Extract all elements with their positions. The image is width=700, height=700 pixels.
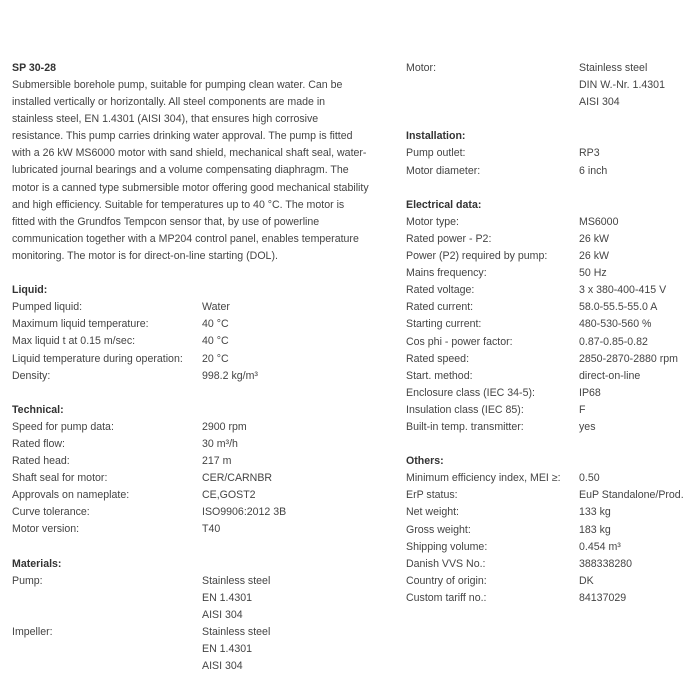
description-line: communication together with a MP204 control panel, enables temperature	[12, 232, 359, 245]
spec-row	[406, 590, 696, 607]
spec-row	[12, 368, 392, 385]
spec-row	[406, 214, 696, 231]
section-heading: Materials:	[12, 557, 62, 570]
description-line: and high efficiency. Suitable for temperatures up to 40 °C. The motor is	[12, 198, 345, 211]
spec-value: RP3	[579, 147, 600, 160]
spec-value: ISO9906:2012 3B	[202, 506, 287, 519]
description-line: lubricated journal bearings and a volume compensating diaphragm. The	[12, 164, 349, 177]
liquid-section	[12, 282, 392, 385]
spec-value: Water	[202, 301, 230, 314]
spec-value: 0.87-0.85-0.82	[579, 335, 648, 348]
spec-value: 2900 rpm	[202, 420, 247, 433]
spec-value: AISI 304	[202, 608, 243, 621]
spec-row	[406, 573, 696, 590]
spec-value: CE,GOST2	[202, 489, 256, 502]
spec-value: 58.0-55.5-55.0 A	[579, 301, 658, 314]
description-line: installed vertically or horizontally. All steel components are made in	[12, 96, 326, 109]
spec-row	[12, 521, 392, 538]
right-column	[406, 60, 696, 607]
electrical-section	[406, 197, 696, 436]
section-heading: Installation:	[406, 130, 466, 143]
spec-label: Rated speed:	[406, 352, 470, 365]
spec-label: Built-in temp. transmitter:	[406, 420, 524, 433]
spec-value: MS6000	[579, 215, 619, 228]
spec-value: EN 1.4301	[202, 591, 253, 604]
spec-label: Gross weight:	[406, 523, 471, 536]
spec-value: 998.2 kg/m³	[202, 369, 258, 382]
spec-label: Rated flow:	[12, 437, 65, 450]
description-line: motor is a canned type submersible motor offering good mechanical stability	[12, 181, 369, 194]
spec-row	[12, 624, 392, 675]
spec-value: 133 kg	[579, 506, 611, 519]
spec-value: 183 kg	[579, 523, 611, 536]
spec-label: Start. method:	[406, 369, 473, 382]
spec-value: 0.454 m³	[579, 540, 621, 553]
spec-row	[406, 248, 696, 265]
spec-value: CER/CARNBR	[202, 472, 273, 485]
spec-row	[406, 419, 696, 436]
spec-row	[406, 522, 696, 539]
spec-value: 50 Hz	[579, 267, 607, 280]
section-heading: Electrical data:	[406, 198, 482, 211]
spec-value: AISI 304	[202, 660, 243, 673]
section-heading: Others:	[406, 455, 444, 468]
description-line: monitoring. The motor is for direct-on-line starting (DOL).	[12, 249, 278, 262]
spec-label: Cos phi - power factor:	[406, 335, 513, 348]
spec-value: Stainless steel	[579, 62, 648, 74]
spec-value: 40 °C	[202, 318, 229, 331]
spec-row	[12, 470, 392, 487]
spec-row	[12, 419, 392, 436]
spec-label: Motor diameter:	[406, 164, 481, 177]
spec-row	[406, 351, 696, 368]
spec-row	[406, 487, 696, 504]
spec-label: Maximum liquid temperature:	[12, 318, 149, 331]
installation-section	[406, 128, 696, 179]
spec-row	[406, 60, 696, 111]
spec-row	[406, 334, 696, 351]
spec-value: 3 x 380-400-415 V	[579, 284, 667, 297]
spec-label: Rated voltage:	[406, 284, 475, 297]
spec-label: Custom tariff no.:	[406, 591, 487, 604]
spec-row	[406, 385, 696, 402]
spec-value: EN 1.4301	[202, 643, 253, 656]
spec-row	[12, 573, 392, 624]
description-line: with a 26 kW MS6000 motor with sand shield, mechanical shaft seal, water-	[12, 147, 367, 160]
spec-row	[406, 282, 696, 299]
spec-label: Curve tolerance:	[12, 506, 90, 519]
spec-label: ErP status:	[406, 489, 458, 502]
spec-value: EuP Standalone/Prod.	[579, 489, 684, 502]
spec-row	[12, 316, 392, 333]
spec-label: Impeller:	[12, 626, 53, 639]
spec-value: 388338280	[579, 557, 633, 570]
spec-label: Danish VVS No.:	[406, 557, 486, 570]
materials-section	[12, 556, 392, 676]
spec-label: Enclosure class (IEC 34-5):	[406, 386, 535, 399]
technical-section	[12, 402, 392, 539]
spec-value: 30 m³/h	[202, 437, 238, 450]
spec-label: Pump outlet:	[406, 147, 466, 160]
description-line: resistance. This pump carries drinking water approval. The pump is fitted	[12, 130, 353, 143]
spec-label: Starting current:	[406, 318, 482, 331]
spec-value: 20 °C	[202, 352, 229, 365]
spec-label: Pumped liquid:	[12, 301, 83, 314]
spec-value: IP68	[579, 386, 601, 399]
spec-value: Stainless steel	[202, 626, 271, 639]
spec-label: Max liquid t at 0.15 m/sec:	[12, 335, 136, 348]
spec-row	[12, 453, 392, 470]
spec-label: Rated power - P2:	[406, 232, 492, 245]
product-title: SP 30-28	[12, 62, 56, 74]
spec-value: F	[579, 403, 586, 416]
spec-row	[12, 436, 392, 453]
spec-value: 480-530-560 %	[579, 318, 652, 331]
spec-label: Speed for pump data:	[12, 420, 114, 433]
others-section	[406, 453, 696, 607]
spec-value: 40 °C	[202, 335, 229, 348]
spec-value: 217 m	[202, 455, 232, 468]
spec-label: Motor type:	[406, 215, 459, 228]
spec-value: 84137029	[579, 591, 627, 604]
spec-row	[406, 163, 696, 180]
spec-row	[406, 299, 696, 316]
product-description	[12, 77, 392, 265]
spec-row	[406, 470, 696, 487]
spec-row	[406, 145, 696, 162]
spec-label: Motor:	[406, 62, 437, 74]
spec-value: AISI 304	[579, 96, 620, 109]
left-column	[12, 60, 392, 675]
spec-value: 2850-2870-2880 rpm	[579, 352, 678, 365]
spec-value: 26 kW	[579, 250, 610, 263]
spec-row	[12, 299, 392, 316]
spec-label: Mains frequency:	[406, 267, 487, 280]
spec-row	[406, 556, 696, 573]
spec-value: 6 inch	[579, 164, 608, 177]
spec-label: Country of origin:	[406, 574, 487, 587]
spec-row	[12, 487, 392, 504]
spec-row	[12, 333, 392, 350]
spec-label: Rated current:	[406, 301, 474, 314]
spec-row	[406, 402, 696, 419]
spec-label: Density:	[12, 369, 51, 382]
spec-label: Net weight:	[406, 506, 459, 519]
spec-row	[406, 316, 696, 333]
spec-label: Approvals on nameplate:	[12, 489, 130, 502]
motor-material-section	[406, 60, 696, 111]
spec-value: DK	[579, 574, 594, 587]
spec-label: Rated head:	[12, 455, 70, 468]
spec-label: Minimum efficiency index, MEI ≥:	[406, 472, 561, 485]
section-heading: Liquid:	[12, 284, 48, 297]
spec-value: direct-on-line	[579, 369, 641, 382]
spec-label: Shipping volume:	[406, 540, 488, 553]
spec-label: Shaft seal for motor:	[12, 472, 108, 485]
description-line: fitted with the Grundfos Tempcon sensor that, by use of powerline	[12, 215, 320, 228]
spec-label: Power (P2) required by pump:	[406, 250, 548, 263]
spec-value: yes	[579, 420, 596, 433]
spec-value: T40	[202, 523, 221, 536]
spec-value: 0.50	[579, 472, 600, 485]
spec-row	[12, 504, 392, 521]
spec-row	[406, 231, 696, 248]
spec-value: DIN W.-Nr. 1.4301	[579, 79, 665, 92]
description-line: stainless steel, EN 1.4301 (AISI 304), that ensures high corrosive	[12, 113, 319, 126]
spec-label: Insulation class (IEC 85):	[406, 403, 524, 416]
description-line: Submersible borehole pump, suitable for pumping clean water. Can be	[12, 79, 343, 91]
spec-row	[12, 351, 392, 368]
spec-label: Pump:	[12, 574, 43, 587]
section-heading: Technical:	[12, 403, 64, 416]
spec-row	[406, 368, 696, 385]
spec-value: 26 kW	[579, 232, 610, 245]
spec-value: Stainless steel	[202, 574, 271, 587]
spec-row	[406, 504, 696, 521]
spec-row	[406, 539, 696, 556]
spec-label: Liquid temperature during operation:	[12, 352, 183, 365]
spec-row	[406, 265, 696, 282]
spec-label: Motor version:	[12, 523, 80, 536]
